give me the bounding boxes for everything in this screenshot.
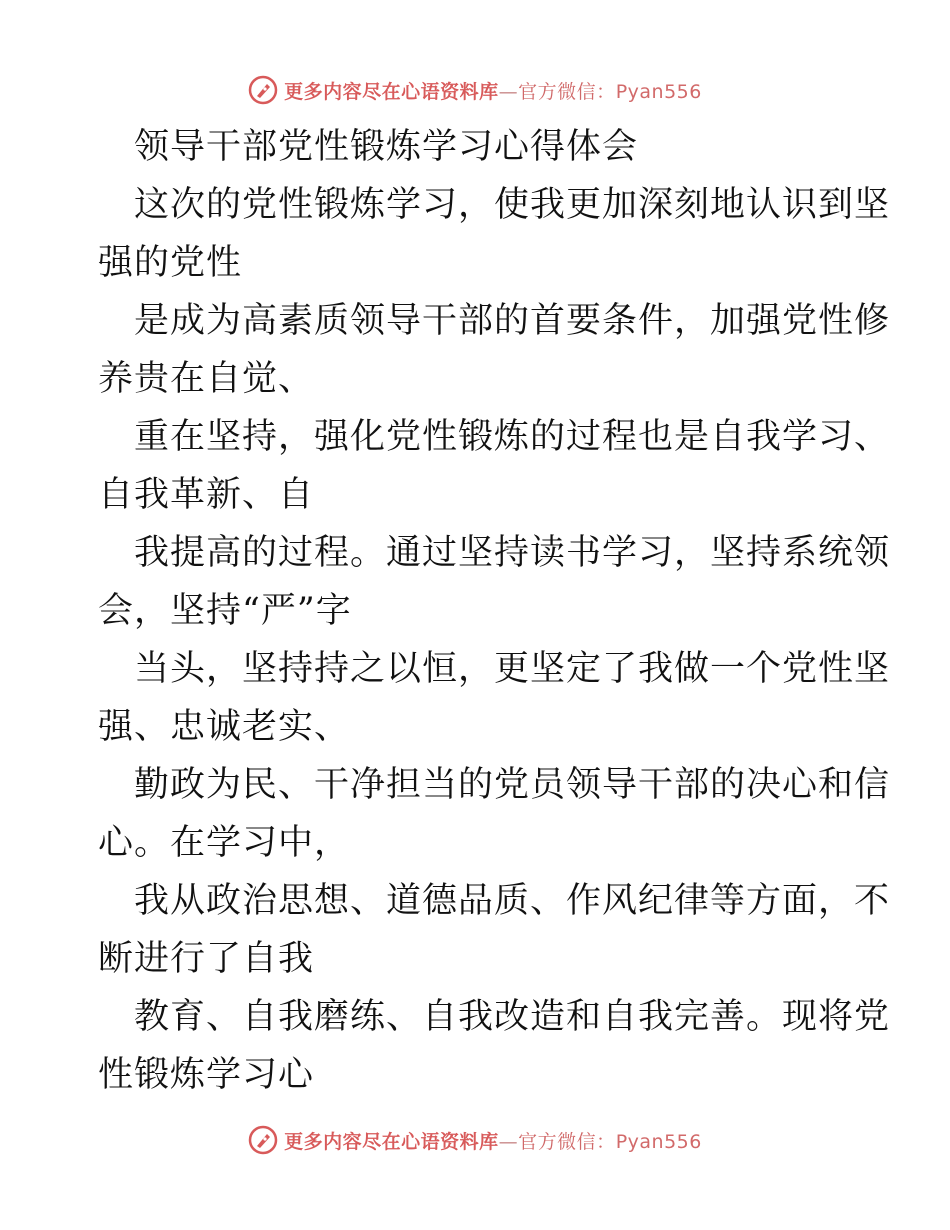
paragraph-line: 勤政为民、干净担当的党员领导干部的决心和信	[134, 765, 891, 805]
paragraph-line: 强、忠诚老实、	[98, 707, 351, 747]
paragraph-line: 性锻炼学习心	[98, 1055, 315, 1095]
document-title: 领导干部党性锻炼学习心得体会	[134, 127, 639, 167]
paragraph-line: 重在坚持，强化党性锻炼的过程也是自我学习、	[134, 417, 891, 457]
paragraph-line: 心。在学习中，	[98, 823, 351, 863]
paragraph-line: 我从政治思想、道德品质、作风纪律等方面，不	[134, 881, 891, 921]
watermark-wechat-id: Pyan556	[615, 80, 702, 103]
header-watermark	[0, 72, 950, 108]
watermark-official-label: 官方微信：	[518, 1130, 616, 1153]
paragraph-line: 当头，坚持持之以恒，更坚定了我做一个党性坚	[134, 649, 891, 689]
paragraph-line: 我提高的过程。通过坚持读书学习，坚持系统领	[134, 533, 891, 573]
watermark-dash: —	[498, 80, 519, 103]
pen-nib-logo-icon	[248, 1125, 278, 1155]
watermark-dash: —	[498, 1130, 519, 1153]
pen-nib-logo-icon	[248, 75, 278, 105]
paragraph-line: 教育、自我磨练、自我改造和自我完善。现将党	[134, 997, 891, 1037]
paragraph-line: 这次的党性锻炼学习，使我更加深刻地认识到坚	[134, 185, 891, 225]
watermark-wechat-id: Pyan556	[615, 1130, 702, 1153]
paragraph-line: 是成为高素质领导干部的首要条件，加强党性修	[134, 301, 891, 341]
paragraph-line: 自我革新、自	[98, 475, 315, 515]
paragraph-line: 强的党性	[98, 243, 243, 283]
footer-watermark	[0, 1122, 950, 1158]
watermark-brand: 更多内容尽在心语资料库	[284, 80, 499, 103]
paragraph-line: 会，坚持“严”字	[98, 591, 352, 631]
paragraph-line: 养贵在自觉、	[98, 359, 315, 399]
paragraph-line: 断进行了自我	[98, 939, 315, 979]
document-body	[98, 118, 891, 1104]
watermark-official-label: 官方微信：	[518, 80, 616, 103]
watermark-brand: 更多内容尽在心语资料库	[284, 1130, 499, 1153]
